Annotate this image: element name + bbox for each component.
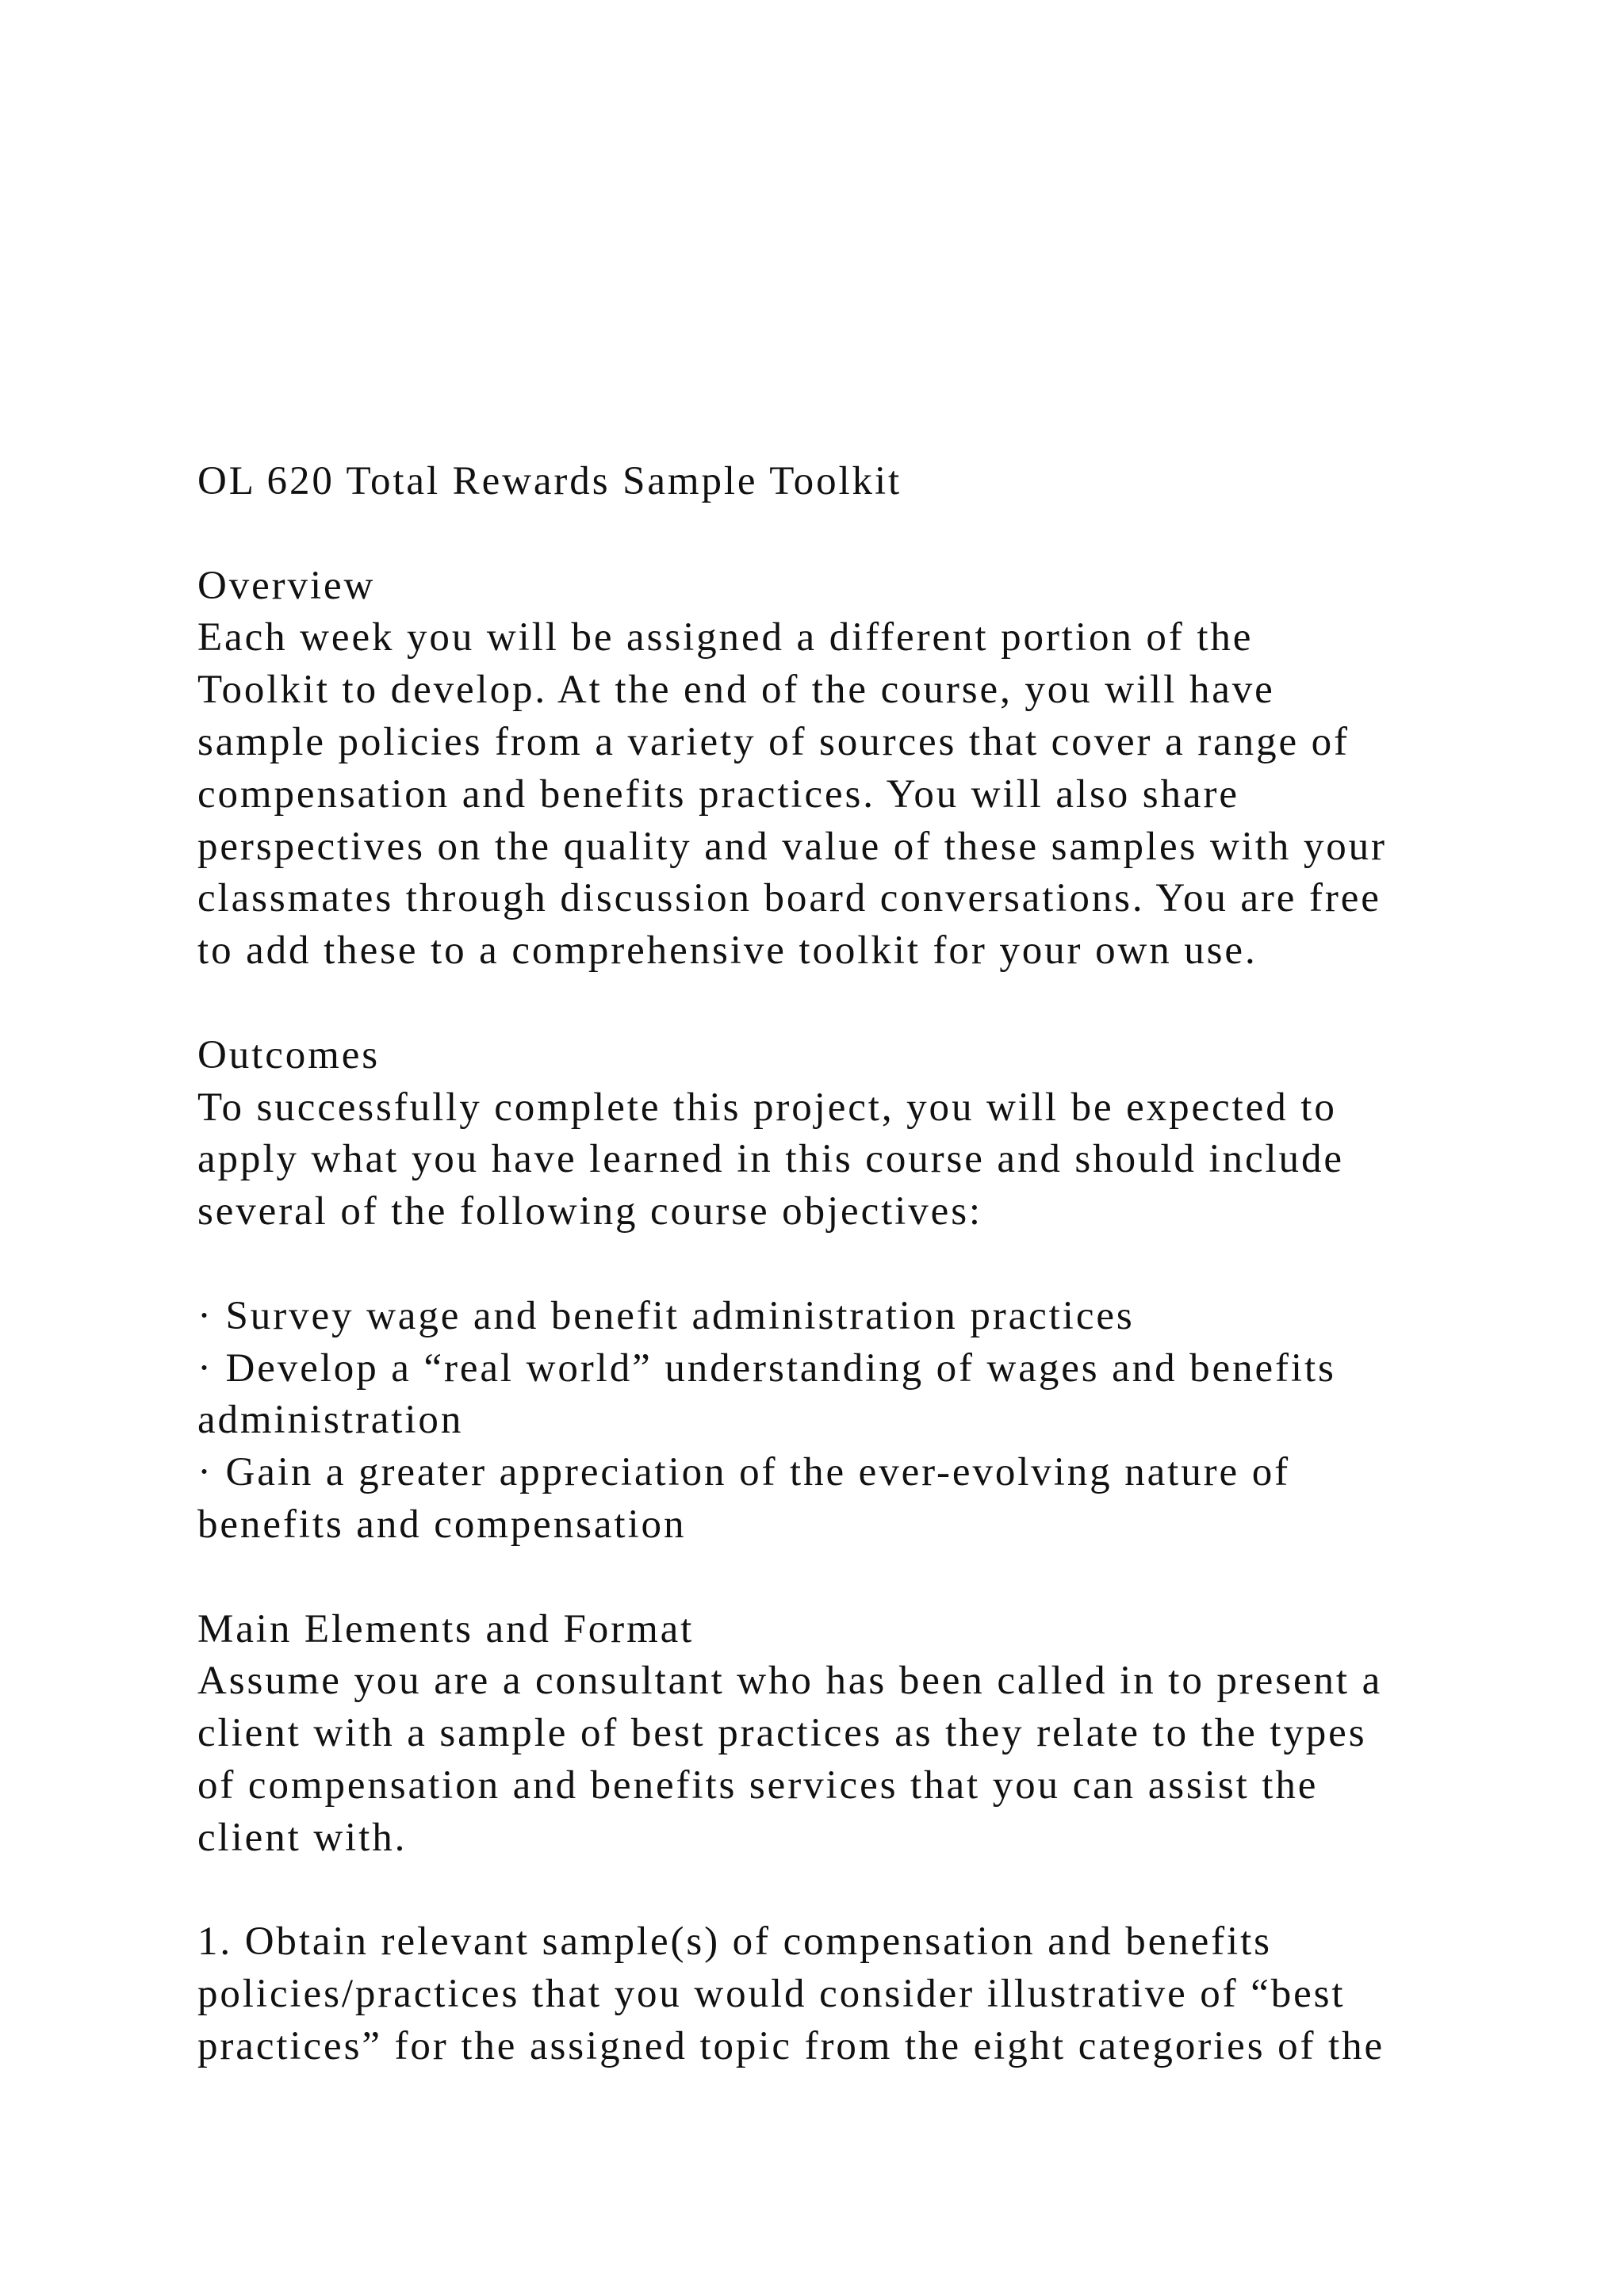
main-elements-line: Assume you are a consultant who has been called in to present a — [197, 1659, 1383, 1704]
overview-line: Toolkit to develop. At the end of the course, you will have — [197, 668, 1275, 713]
objective-bullet: · Survey wage and benefit administration practices — [197, 1293, 1135, 1338]
outcomes-line: To successfully complete this project, you will be expected to — [197, 1085, 1337, 1130]
objective-bullet: · Develop a “real world” understanding of wages and benefits — [197, 1345, 1336, 1391]
main-elements-line: of compensation and benefits services that you can assist the — [197, 1762, 1319, 1808]
main-elements-heading: Main Elements and Format — [197, 1606, 695, 1651]
main-elements-line: client with a sample of best practices as they relate to the types — [197, 1711, 1367, 1756]
overview-heading: Overview — [197, 563, 376, 608]
overview-line: perspectives on the quality and value of these samples with your — [197, 824, 1387, 869]
document-title: OL 620 Total Rewards Sample Toolkit — [197, 459, 902, 503]
spacer — [197, 1238, 1545, 1291]
numbered-item-line: practices” for the assigned topic from the eight categories of the — [197, 2023, 1385, 2068]
objective-bullet: · Gain a greater appreciation of the ever-evolving nature of — [197, 1450, 1290, 1495]
overview-line: classmates through discussion board conversations. You are free — [197, 876, 1381, 921]
overview-line: sample policies from a variety of sources that cover a range of — [197, 719, 1350, 764]
objective-bullet-continuation: administration — [197, 1398, 464, 1443]
spacer — [197, 508, 1545, 561]
outcomes-line: apply what you have learned in this course and should include — [197, 1137, 1344, 1182]
numbered-item-line: 1. Obtain relevant sample(s) of compensation and benefits — [197, 1919, 1272, 1965]
spacer — [197, 978, 1545, 1030]
overview-line: to add these to a comprehensive toolkit for your own use. — [197, 928, 1258, 974]
document-body — [197, 456, 1545, 2073]
objective-bullet-continuation: benefits and compensation — [197, 1502, 687, 1547]
main-elements-line: client with. — [197, 1815, 408, 1860]
outcomes-heading: Outcomes — [197, 1032, 380, 1077]
outcomes-line: several of the following course objectives: — [197, 1189, 983, 1234]
overview-line: compensation and benefits practices. You will also share — [197, 771, 1239, 817]
numbered-item-line: policies/practices that you would consider illustrative of “best — [197, 1972, 1346, 2017]
spacer — [197, 1552, 1545, 1604]
overview-line: Each week you will be assigned a different portion of the — [197, 615, 1254, 660]
spacer — [197, 1865, 1545, 1917]
